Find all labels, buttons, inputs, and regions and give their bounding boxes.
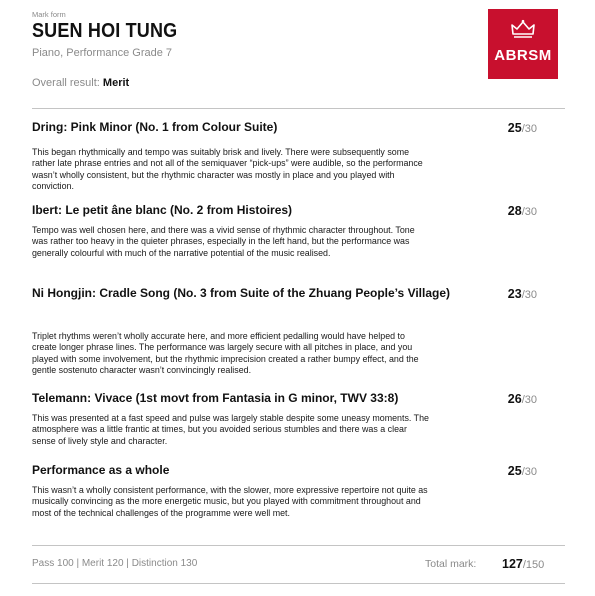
section-score xyxy=(508,392,537,406)
total-mark-out-of: /150 xyxy=(522,559,545,571)
score-out-of: /30 xyxy=(521,123,537,135)
score-out-of: /30 xyxy=(521,289,537,301)
section-score xyxy=(508,121,537,135)
section-comment: This wasn’t a wholly consistent performance, with the slower, more expressive repertoire not quite as musically convincing as the more energetic music, but you played with commitment throughout and most of the technical challenges of the programme were well met. xyxy=(32,485,428,518)
candidate-name: SUEN HOI TUNG xyxy=(32,20,178,42)
score-value: 23 xyxy=(507,287,522,301)
section-comment: This began rhythmically and tempo was suitably brisk and lively. There were subsequently some rather late phrase entries and not all of the semiquaver “pick-ups” were audible, so the performance wasn’t wholly consistent, but the rhythmic character was mostly in place and you played with conviction. xyxy=(32,147,423,191)
total-mark-label: Total mark: xyxy=(425,558,477,570)
form-label: Mark form xyxy=(32,10,66,19)
overall-result xyxy=(32,77,129,89)
section-title: Ni Hongjin: Cradle Song (No. 3 from Suite of the Zhuang People’s Village) xyxy=(32,286,451,300)
total-mark xyxy=(502,557,544,571)
section-title: Dring: Pink Minor (No. 1 from Colour Suite) xyxy=(32,120,278,134)
score-out-of: /30 xyxy=(521,466,537,478)
section-comment: This was presented at a fast speed and pulse was largely stable despite some uneasy moments. The atmosphere was a little frantic at times, but you avoided serious stumbles and there was a clear sense of lively style and character. xyxy=(32,413,429,446)
score-value: 25 xyxy=(507,121,522,135)
section-comment: Tempo was well chosen here, and there was a vivid sense of rhythmic character throughout. Tone was rather too heavy in the quieter phrases, especially in the left hand, but the performance was generally colourful with much of the narrative potential of the music realised. xyxy=(32,225,415,258)
section-title: Performance as a whole xyxy=(32,463,170,477)
section-title: Telemann: Vivace (1st movt from Fantasia in G minor, TWV 33:8) xyxy=(32,391,399,405)
total-mark-value: 127 xyxy=(502,557,523,571)
section-comment: Triplet rhythms weren’t wholly accurate here, and more efficient pedalling would have helped to create longer phrase lines. The performance was largely secure with all pitches in place, and you played with some involvement, but the rhythmic imprecision created a rather bumpy effect, and the gentle sostenuto character wasn’t convincingly realised. xyxy=(32,331,419,375)
section-score xyxy=(508,464,537,478)
score-value: 28 xyxy=(507,204,522,218)
section-score xyxy=(508,204,537,218)
score-out-of: /30 xyxy=(521,206,537,218)
logo-text: ABRSM xyxy=(494,47,552,64)
grade-thresholds: Pass 100 | Merit 120 | Distinction 130 xyxy=(32,558,198,569)
score-value: 26 xyxy=(507,392,522,406)
overall-result-value: Merit xyxy=(102,77,130,89)
abrsm-logo xyxy=(488,9,558,79)
section-title: Ibert: Le petit âne blanc (No. 2 from Histoires) xyxy=(32,203,293,217)
footer-divider-bottom xyxy=(32,583,565,584)
score-value: 25 xyxy=(507,464,522,478)
top-divider xyxy=(32,108,565,109)
overall-result-label: Overall result: xyxy=(32,77,100,89)
score-out-of: /30 xyxy=(521,394,537,406)
section-score xyxy=(508,287,537,301)
exam-subtitle: Piano, Performance Grade 7 xyxy=(32,47,173,59)
crown-icon xyxy=(511,19,535,39)
footer-divider-top xyxy=(32,545,565,546)
